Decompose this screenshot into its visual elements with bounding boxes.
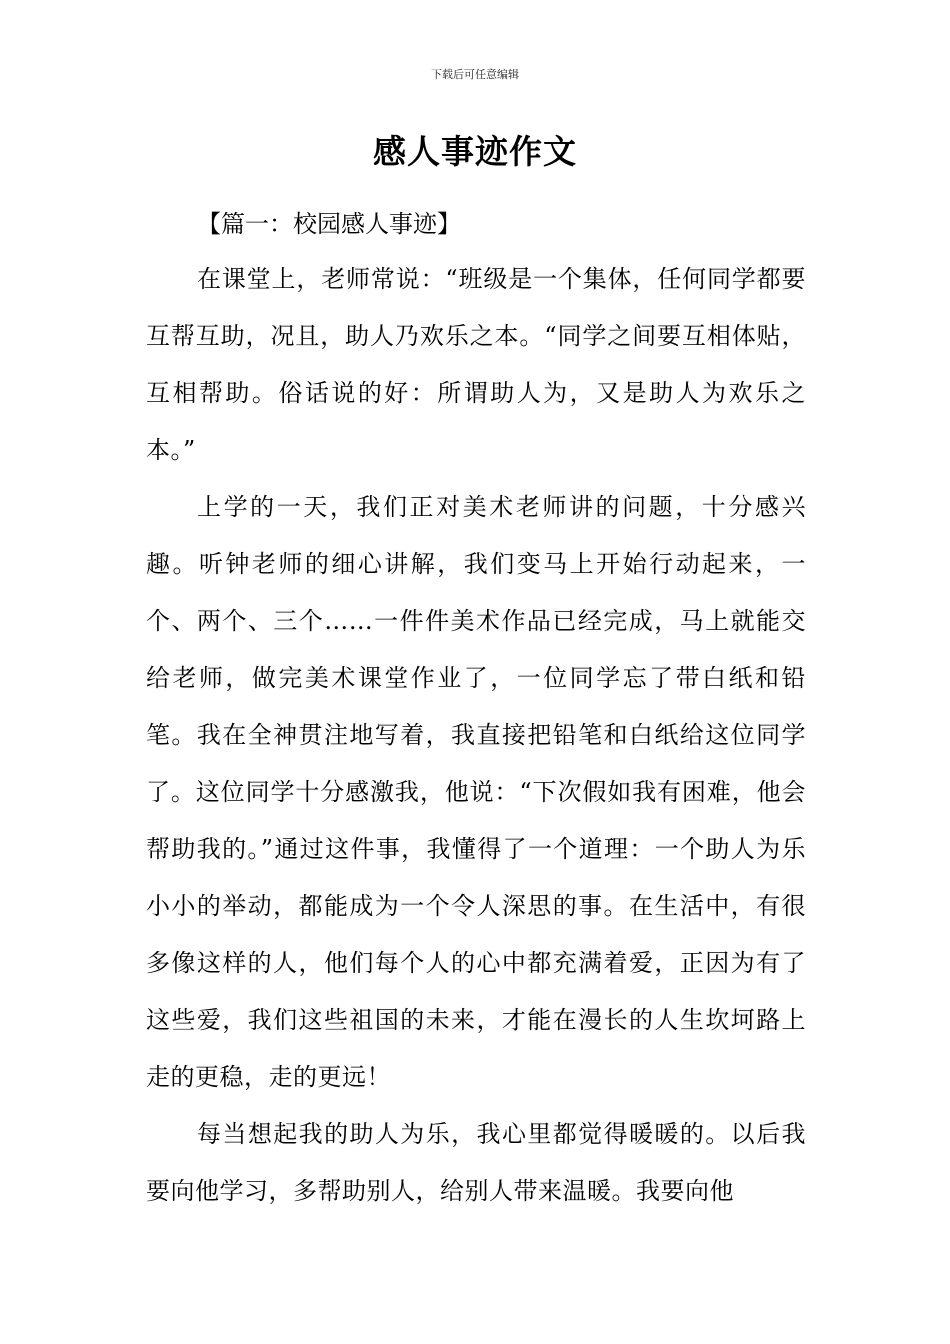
body-text — [146, 251, 806, 1220]
document-title: 感人事迹作文 — [373, 132, 577, 171]
section-heading: 【篇一：校园感人事迹】 — [197, 210, 461, 238]
page-header-note: 下载后可任意编辑 — [431, 68, 519, 81]
paragraph: 上学的一天，我们正对美术老师讲的问题，十分感兴趣。听钟老师的细心讲解，我们变马上开始行动起来，一个、两个、三个……一件件美术作品已经完成，马上就能交给老师，做完美术课堂作业了，一位同学忘了带白纸和铅笔。我在全神贯注地写着，我直接把铅笔和白纸给这位同学了。这位同学十分感激我，他说：“下次假如我有困难，他会帮助我的。”通过这件事，我懂得了一个道理：一个助人为乐小小的举动，都能成为一个令人深思的事。在生活中，有很多像这样的人，他们每个人的心中都充满着爱，正因为有了这些爱，我们这些祖国的未来，才能在漫长的人生坎坷路上走的更稳，走的更远！ — [146, 493, 806, 1091]
paragraph: 每当想起我的助人为乐，我心里都觉得暖暖的。以后我要向他学习，多帮助别人，给别人带来温暖。我要向他 — [146, 1120, 806, 1205]
paragraph: 在课堂上，老师常说：“班级是一个集体，任何同学都要互帮互助，况且，助人乃欢乐之本。“同学之间要互相体贴，互相帮助。俗话说的好：所谓助人为，又是助人为欢乐之本。” — [146, 265, 806, 464]
